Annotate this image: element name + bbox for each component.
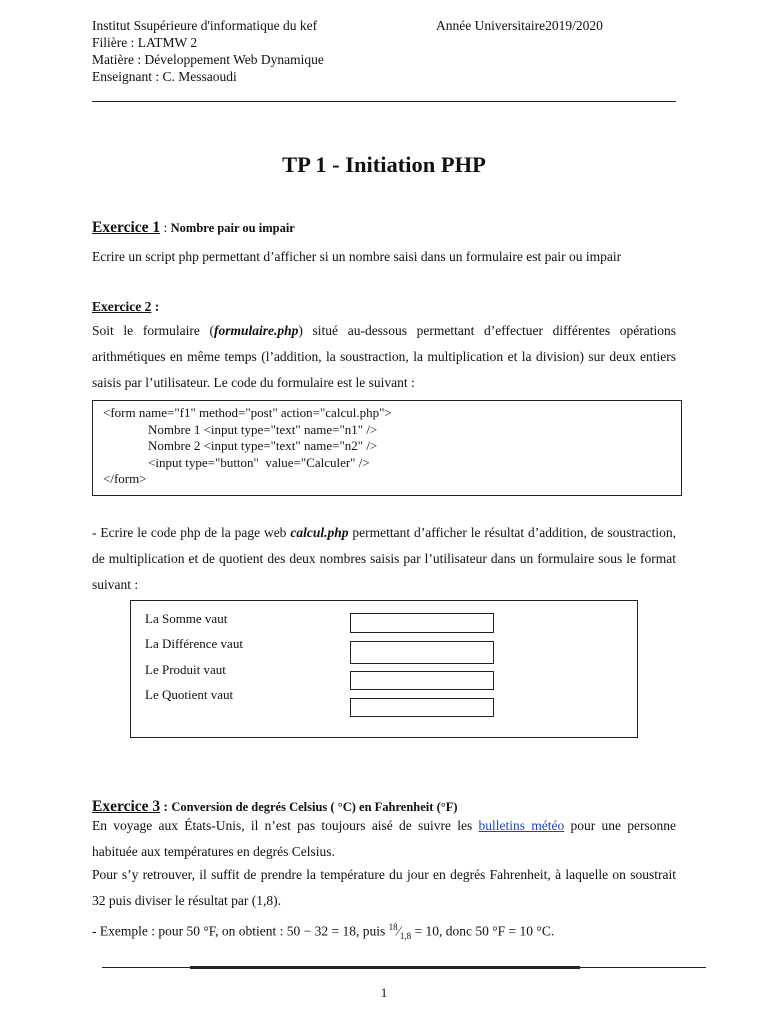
fraction-denominator: 1,8	[399, 931, 412, 942]
exercise-3-p1-after: pour une personne habituée aux températures en degrés Celsius.	[92, 818, 676, 859]
exercise-3-p3-after: = 10, donc 50 °F = 10 °C.	[411, 923, 555, 939]
exercise-2-text2-file: calcul.php	[290, 525, 349, 540]
exercise-1-subtitle: Nombre pair ou impair	[170, 221, 295, 235]
code-line: <input type="button" value="Calculer" />	[148, 454, 370, 470]
exercise-2-heading-line	[92, 294, 676, 320]
code-box	[92, 400, 682, 496]
header-enseignant: Enseignant : C. Messaoudi	[92, 69, 237, 84]
form-label-produit: Le Produit vaut	[145, 662, 226, 677]
code-line: Nombre 1 <input type="text" name="n1" />	[148, 421, 378, 437]
exercise-2-filename: formulaire.php	[213, 323, 299, 338]
exercise-3-paragraph-2: Pour s’y retrouver, il suffit de prendre la température du jour en degrés Fahrenheit, à laquelle on soustrait 32 puis diviser le résultat par (1,8).	[92, 867, 676, 908]
exercise-1-sep: :	[160, 220, 171, 235]
exercise-3-subtitle: Conversion de degrés Celsius ( °C) en Fahrenheit (°F)	[171, 800, 458, 814]
header-filiere: Filière : LATMW 2	[92, 35, 198, 50]
form-field-produit	[350, 671, 494, 690]
form-field-somme	[350, 613, 494, 633]
exercise-2-heading: Exercice 2	[92, 299, 152, 314]
exercise-1-heading-line	[92, 215, 676, 241]
form-field-difference	[350, 641, 494, 664]
exercise-1-heading: Exercice 1	[92, 219, 161, 236]
code-line: <form name="f1" method="post" action="calcul.php">	[103, 405, 392, 420]
page-number: 1	[380, 985, 388, 1000]
exercise-2-text-before: Soit le formulaire (	[92, 323, 214, 338]
exercise-2-text-after: ) situé au-dessous permettant d’effectuer différentes opérations arithmétiques en même temps (l’addition, la soustraction, la multiplication et la division) sur deux entiers saisis par l’utilisateur. Le code du formulaire est le suivant :	[92, 323, 676, 390]
exercise-3-sep: :	[160, 799, 172, 814]
form-label-somme: La Somme vaut	[145, 611, 228, 626]
code-line: Nombre 2 <input type="text" name="n2" />	[148, 438, 378, 453]
result-form-mockup	[130, 600, 638, 738]
exercise-3-p3-before: - Exemple : pour 50 °F, on obtient : 50 − 32 = 18, puis	[92, 923, 389, 939]
header-year: Année Universitaire2019/2020	[436, 18, 603, 33]
fraction-numerator: 18	[388, 922, 398, 932]
form-field-quotient	[350, 698, 494, 717]
form-label-difference: La Différence vaut	[145, 636, 243, 651]
header-divider	[92, 101, 676, 102]
exercise-2-text2-after: permettant d’afficher le résultat d’addition, de soustraction, de multiplication et de quotient des deux nombres saisis par l’utilisateur dans un formulaire sous le format suivant :	[92, 525, 677, 592]
exercise-2-sep: :	[151, 299, 160, 314]
exercise-3-example: - Exemple : pour 50 °F, on obtient : 50 − 32 = 18, puis $^{18}⁄_{1,8} = 10$, donc 50 °F = 10 °C.	[92, 922, 555, 942]
page-title: TP 1 - Initiation PHP	[282, 152, 486, 177]
exercise-2-text	[92, 318, 676, 396]
exercise-3-heading: Exercice 3	[92, 798, 161, 815]
exercise-3-paragraph-1	[92, 813, 676, 865]
bulletins-meteo-link[interactable]: bulletins météo	[478, 818, 565, 833]
exercise-2-text2-before: - Ecrire le code php de la page web	[92, 525, 291, 540]
header-matiere: Matière : Développement Web Dynamique	[92, 52, 324, 67]
header-institute: Institut Ssupérieure d'informatique du kef	[92, 18, 318, 33]
form-label-quotient: Le Quotient vaut	[145, 687, 234, 702]
code-line: </form>	[103, 471, 147, 486]
footer-divider-bold	[190, 966, 580, 969]
exercise-2-text-2	[92, 520, 676, 598]
exercise-1-text: Ecrire un script php permettant d’afficher si un nombre saisi dans un formulaire est pair ou impair	[92, 249, 622, 264]
exercise-3-p1-before: En voyage aux États-Unis, il n’est pas toujours aisé de suivre les	[92, 818, 479, 833]
